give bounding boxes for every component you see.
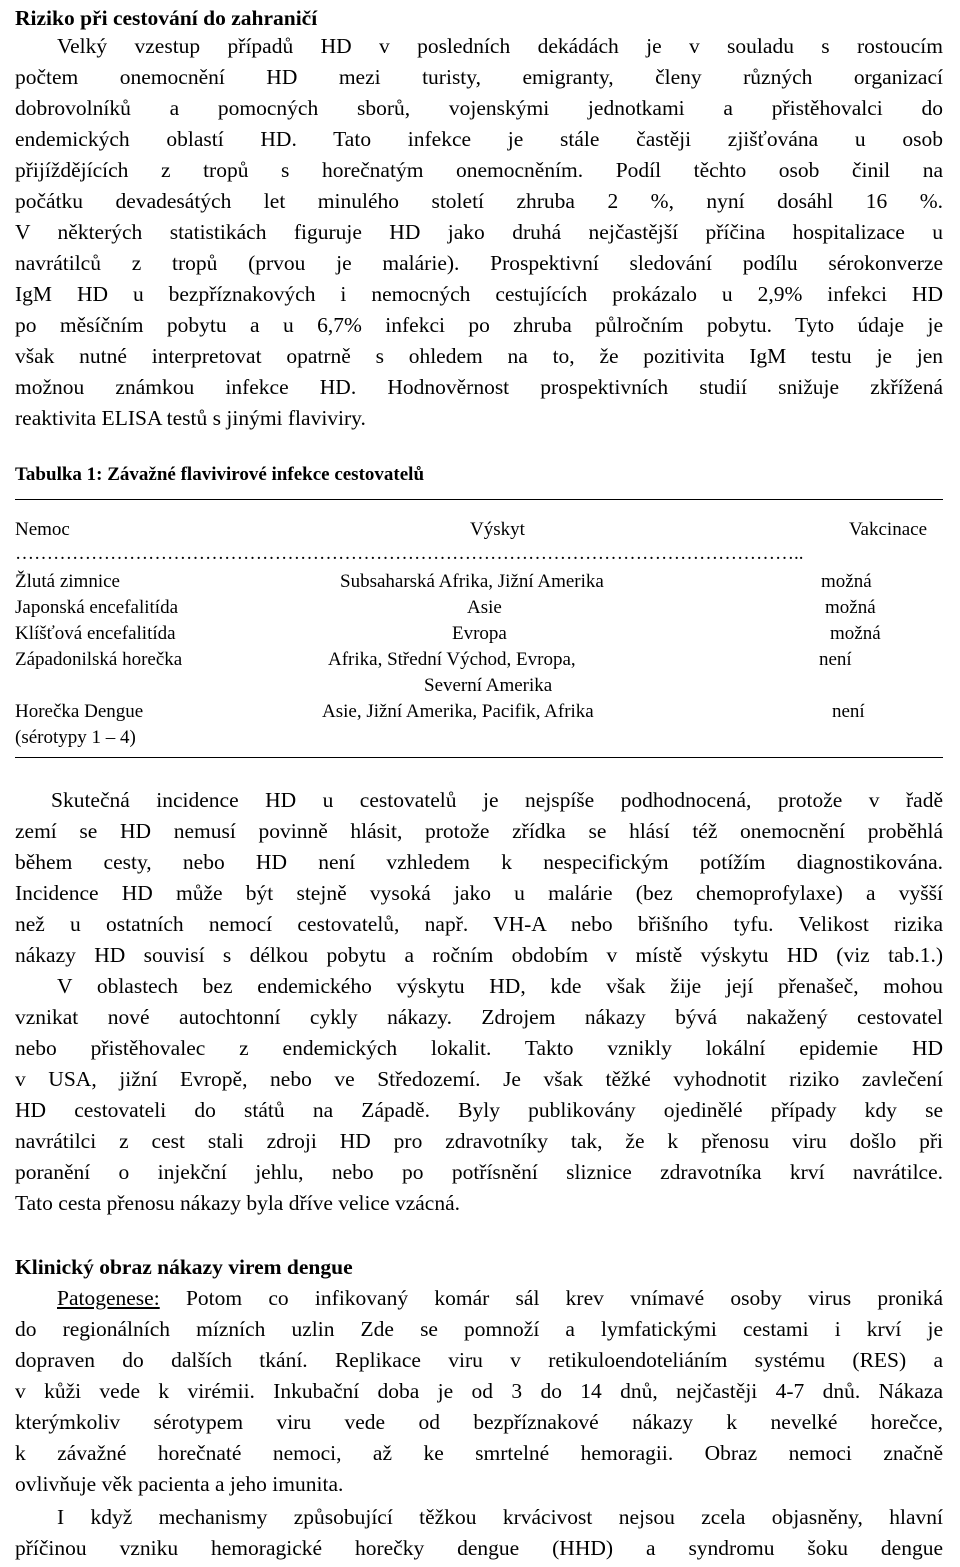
table-cell-disease: Žlutá zimnice [15,571,120,592]
term-pathogenesis: Patogenese: [57,1286,160,1310]
table-cell-occurrence: Asie [467,597,502,618]
paragraph-line: navrátilci z cest stali zdroji HD pro zdravotníky tak, že k přenosu viru došlo při [15,1129,943,1153]
paragraph-line: Incidence HD může být stejně vysoká jako u malárie (bez chemoprofylaxe) a vyšší [15,881,943,905]
table-row [15,621,943,647]
table-row [15,673,943,699]
table-header-row [15,517,943,543]
table-header-disease: Nemoc [15,519,70,540]
paragraph-line: v kůži vede k virémii. Inkubační doba je od 3 do 14 dnů, nejčastěji 4-7 dnů. Nákaza [15,1379,943,1403]
paragraph-line: Tato cesta přenosu nákazy byla dříve velice vzácná. [15,1191,461,1215]
table-cell-vaccination: možná [830,623,881,644]
paragraph-line: endemických oblastí HD. Tato infekce je stále častěji zjišťována u osob [15,127,943,151]
paragraph-line: však nutné interpretovat opatrně s ohledem na to, že pozitivita IgM testu je jen [15,344,943,368]
paragraph-line: I když mechanismy způsobující těžkou krvácivost nejsou zcela objasněny, hlavní [57,1505,943,1529]
paragraph-line: v USA, jižní Evropě, nebo ve Středozemí. Je však těžké vyhodnotit riziko zavlečení [15,1067,943,1091]
paragraph-line: poranění o injekční jehlu, nebo po potřísnění sliznice zdravotníka krví navrátilce. [15,1160,943,1184]
table-top-rule [15,499,943,500]
paragraph-line: IgM HD u bezpříznakových i nemocných cestujících prokázalo u 2,9% infekci HD [15,282,943,306]
paragraph-line: dobrovolníků a pomocných sborů, vojenskými jednotkami a přistěhovalci do [15,96,943,120]
paragraph-line: zemí se HD nemusí povinně hlásit, protože zřídka se hlásí též onemocnění proběhlá [15,819,943,843]
paragraph-line: V některých statistikách figuruje HD jako druhá nejčastější příčina hospitalizace u [15,220,943,244]
table-cell-vaccination: možná [821,571,872,592]
paragraph-line: V oblastech bez endemického výskytu HD, kde však žije její přenašeč, mohou [57,974,943,998]
table-cell-disease: (sérotypy 1 – 4) [15,727,136,748]
table-header-occurrence: Výskyt [470,519,525,540]
table-cell-occurrence: Afrika, Střední Východ, Evropa, [328,649,576,670]
table-bottom-rule [15,757,943,758]
paragraph-line: kterýmkoliv sérotypem viru vede od bezpříznakové nákazy k nevelké horečce, [15,1410,943,1434]
paragraph-line: nebo přistěhovalec z endemických lokalit. Takto vznikly lokální epidemie HD [15,1036,943,1060]
paragraph-line-first [57,1284,943,1312]
table-cell-disease: Západonilská horečka [15,649,183,670]
table-cell-occurrence: Subsaharská Afrika, Jižní Amerika [340,571,604,592]
paragraph-line: během cesty, nebo HD není vzhledem k nespecifickým potížím diagnostikována. [15,850,943,874]
table-row [15,725,943,751]
table-row [15,595,943,621]
paragraph-line: po měsíčním pobytu a u 6,7% infekci po zhruba půlročním pobytu. Tyto údaje je [15,313,943,337]
section-heading-clinical: Klinický obraz nákazy virem dengue [15,1255,353,1279]
paragraph-line: reaktivita ELISA testů s jinými flaviviry. [15,406,366,430]
table-dotted-separator [15,541,943,567]
table-row [15,647,943,673]
paragraph-line: dopraven do dalších tkání. Replikace viru v retikuloendoteliáním systému (RES) a [15,1348,943,1372]
paragraph-line: do regionálních mízních uzlin Zde se pomnoží a lymfatickými cestami i krví je [15,1317,943,1341]
paragraph-line: než u ostatních nemocí cestovatelů, např. VH-A nebo břišního tyfu. Velikost rizika [15,912,943,936]
table-cell-disease: Klíšťová encefalitída [15,623,176,644]
paragraph-line: počátku devadesátých let minulého století zhruba 2 %, nyní dosáhl 16 %. [15,189,943,213]
dots-text: …………………………………………………………………………………………………………….. [15,543,804,564]
paragraph-line-rest: Potom co infikovaný komár sál krev vnímavé osoby virus proniká [185,1286,943,1310]
paragraph-line: počtem onemocnění HD mezi turisty, emigranty, členy různých organizací [15,65,943,89]
paragraph-line: HD cestovateli do států na Západě. Byly publikovány ojedinělé případy kdy se [15,1098,943,1122]
table-caption: Tabulka 1: Závažné flavivirové infekce cestovatelů [15,464,425,485]
table-cell-disease: Horečka Dengue [15,701,144,722]
table-row [15,569,943,595]
table-cell-occurrence: Asie, Jižní Amerika, Pacifik, Afrika [322,701,594,722]
paragraph-line: Velký vzestup případů HD v posledních dekádách je v souladu s rostoucím [57,34,943,58]
paragraph-line: Skutečná incidence HD u cestovatelů je nejspíše podhodnocená, protože v řadě [51,788,943,812]
table-cell-disease: Japonská encefalitída [15,597,179,618]
table-cell-occurrence: Severní Amerika [424,675,553,696]
table-cell-vaccination: není [832,701,865,722]
paragraph-line: k závažné horečnaté nemoci, až ke smrtelné hemoragii. Obraz nemoci značně [15,1441,943,1465]
table-cell-vaccination: možná [825,597,876,618]
table-row [15,699,943,725]
paragraph-line: navrátilců z tropů (prvou je malárie). Prospektivní sledování podílu sérokonverze [15,251,943,275]
paragraph-line: nákazy HD souvisí s délkou pobytu a ročním obdobím v místě výskytu HD (viz tab.1.) [15,943,943,967]
table-cell-vaccination: není [819,649,852,670]
table-header-vaccination: Vakcinace [848,519,927,540]
paragraph-line: ovlivňuje věk pacienta a jeho imunita. [15,1472,344,1496]
paragraph-line: vznikat nové autochtonní cykly nákazy. Zdrojem nákazy bývá nakažený cestovatel [15,1005,943,1029]
paragraph-line: přijíždějících z tropů s horečnatým onemocněním. Podíl těchto osob činil na [15,158,943,182]
paragraph-line: možnou známkou infekce HD. Hodnověrnost prospektivních studií snižuje zkřížená [15,375,943,399]
section-heading-travel-risk: Riziko při cestování do zahraničí [15,6,318,30]
paragraph-line: příčinou vzniku hemoragické horečky dengue (HHD) a syndromu šoku dengue [15,1536,943,1560]
table-cell-occurrence: Evropa [452,623,507,644]
